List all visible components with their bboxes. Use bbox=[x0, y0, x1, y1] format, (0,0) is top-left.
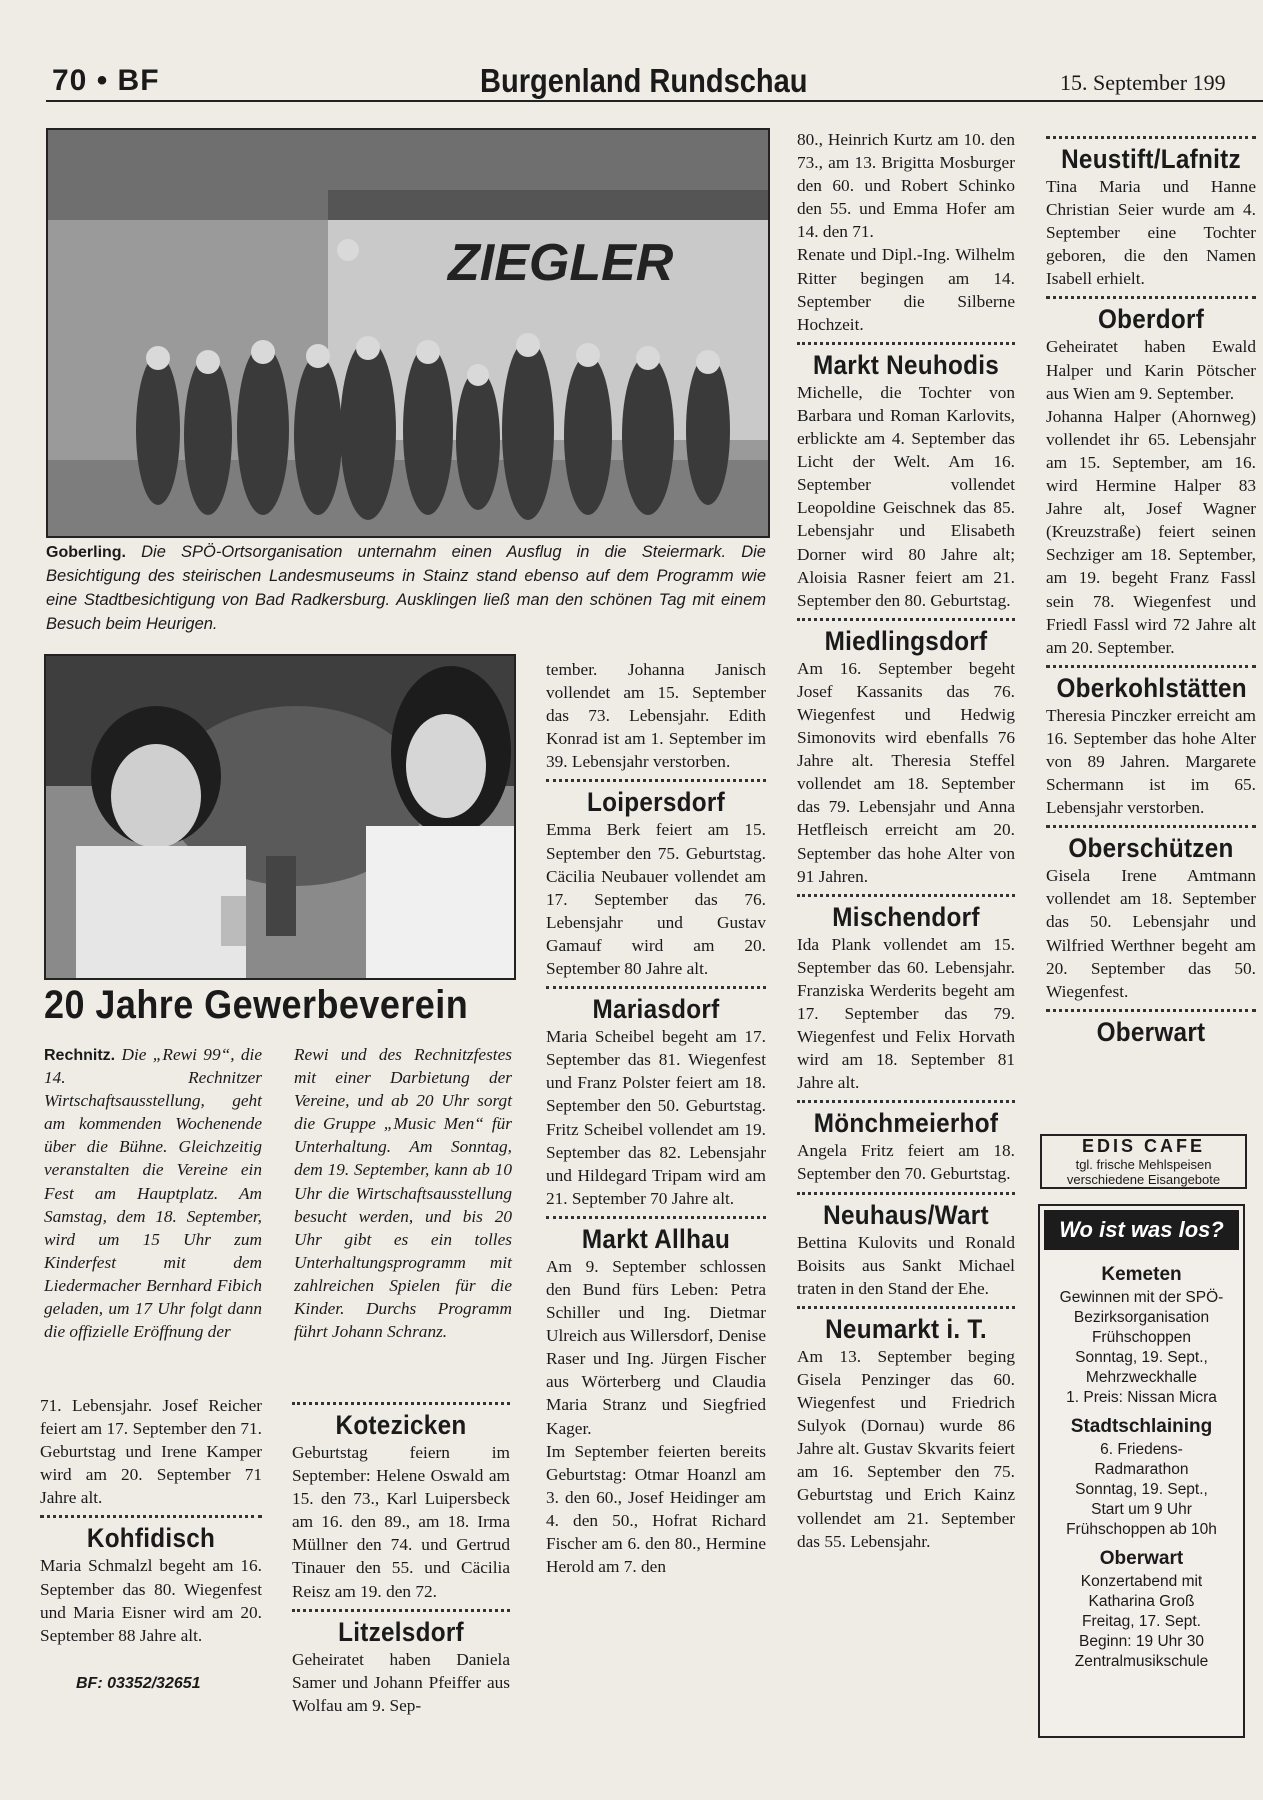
heading-kohfidisch: Kohfidisch bbox=[86, 1523, 216, 1554]
text-neuhaus-wart: Bettina Kulovits und Ronald Boisits aus Sankt Michael traten in den Stand der Ehe. bbox=[797, 1232, 1015, 1298]
divider bbox=[1046, 136, 1256, 139]
text-oberdorf-2: Johanna Halper (Ahornweg) vollendet ihr 65. Lebensjahr am 15. September, am 16. wird Hermine Halper 83 Jahre alt, Josef Wagner (Kreuzstraße) feiert seinen Sechziger am 18. September, am 19. begeht Franz Fassl sein 78. Wiegenfest und Friedl Fassl wird 72 Jahre alt am 20. September. bbox=[1046, 406, 1256, 657]
article-lead: Rechnitz. bbox=[44, 1047, 116, 1064]
text-moenchmeierhof: Angela Fritz feiert am 18. September den 70. Geburtstag. bbox=[797, 1141, 1015, 1184]
event-2-line: Sonntag, 19. Sept., bbox=[1075, 1481, 1208, 1498]
bus-lettering: ZIEGLER bbox=[448, 234, 674, 292]
continued-text: 71. Lebensjahr. Josef Reicher feiert am 17. September den 71. Geburtstag und Irene Kamper wird am 20. September 71 Jahre alt. bbox=[40, 1396, 262, 1508]
divider bbox=[546, 779, 766, 782]
edis-name: EDIS CAFE bbox=[1081, 1136, 1205, 1156]
divider bbox=[797, 894, 1015, 897]
text-kotezicken: Geburtstag feiern im September: Helene Oswald am 15. den 73., Karl Luipersbeck am 16. den 89., am 18. Irma Müllner den 74. und Gertrud Tinauer den 55. und Cäcilia Reisz am 19. den 72. bbox=[292, 1443, 510, 1601]
text-markt-allhau: Am 9. September schlossen den Bund fürs Leben: Petra Schiller und Ing. Dietmar Ulreich aus Willersdorf, Denise Raser und Ing. Jürgen Fischer aus Wörterberg und Claudia Maria Stranz und Siegfried Kager. bbox=[546, 1256, 766, 1438]
event-3-line: Zentralmusikschule bbox=[1074, 1653, 1209, 1670]
edis-line-1: tgl. frische Mehlspeisen bbox=[1075, 1157, 1212, 1172]
text-oberschuetzen: Gisela Irene Amtmann vollendet am 18. September das 50. Lebensjahr und Wilfried Werthner begeht am 20. September das 50. Wiegenfest. bbox=[1046, 866, 1256, 1001]
page-number: 70 • BF bbox=[52, 64, 160, 97]
text-oberkohlstaetten: Theresia Pinczker erreicht am 16. September das hohe Alter von 89 Jahren. Margarete Schermann ist im 65. Lebensjahr verstorben. bbox=[1046, 705, 1256, 818]
column-a bbox=[40, 1394, 262, 1693]
event-town-1: Kemeten bbox=[1101, 1264, 1182, 1285]
article-column-2 bbox=[294, 1043, 512, 1343]
heading-oberschuetzen: Oberschützen bbox=[1068, 833, 1234, 864]
heading-markt-neuhodis: Markt Neuhodis bbox=[812, 349, 1000, 380]
divider bbox=[292, 1402, 510, 1405]
text-markt-allhau-2: Im September feierten bereits Geburtstag: Otmar Hoanzl am 3. den 60., Josef Heidinger am 4. den 50., Hofrat Richard Fischer am 6. den 80., Hermine Herold am 7. den bbox=[546, 1441, 766, 1577]
divider bbox=[1046, 1009, 1256, 1012]
event-3-line: Beginn: 19 Uhr 30 bbox=[1079, 1633, 1204, 1650]
divider bbox=[797, 342, 1015, 345]
heading-miedlingsdorf: Miedlingsdorf bbox=[824, 625, 988, 656]
event-1-line: Bezirksorganisation bbox=[1073, 1309, 1210, 1326]
text-loipersdorf: Emma Berk feiert am 15. September den 75. Geburtstag. Cäcilia Neubauer vollendet am 17. September das 76. Lebensjahr und Gustav Gamauf wird am 20. September 80 Jahre alt. bbox=[546, 820, 766, 979]
column-e bbox=[1046, 130, 1256, 1048]
caption-text: Die SPÖ-Ortsorganisation unternahm einen Ausflug in die Steiermark. Die Besichtigung des steirischen Landesmuseums in Stainz stand ebenso auf dem Programm wie eine Stadtbesichtigung von Bad Radkersburg. Ausklingen ließ man den schönen Tag mit einem Besuch beim Heurigen. bbox=[46, 543, 766, 633]
heading-loipersdorf: Loipersdorf bbox=[587, 787, 725, 818]
article-text-1: Die „Rewi 99“, die 14. Rechnitzer Wirtschaftsausstellung, geht am kommenden Wochenende über die Bühne. Gleichzeitig veranstalten die Vereine ein Fest am Hauptplatz. Am Samstag, dem 18. September, wird um 15 Uhr zum Kinderfest mit dem Liedermacher Bernhard Fibich geladen, um 17 Uhr folgt dann die offizielle Eröffnung der bbox=[44, 1045, 262, 1342]
text-oberdorf: Geheiratet haben Ewald Halper und Karin Pötscher aus Wien am 9. September. bbox=[1046, 337, 1256, 403]
event-1-line: 1. Preis: Nissan Micra bbox=[1066, 1389, 1217, 1406]
text-kohfidisch: Maria Schmalzl begeht am 16. September das 80. Wiegenfest und Maria Eisner wird am 20. September 88 Jahre alt. bbox=[40, 1556, 262, 1645]
events-box bbox=[1038, 1204, 1245, 1738]
text-top-d: 80., Heinrich Kurtz am 10. den 73., am 13. Brigitta Mosburger den 60. und Robert Schinko den 55. und Emma Hofer am 14. den 71. bbox=[797, 130, 1015, 242]
event-3-line: Konzertabend mit bbox=[1080, 1573, 1203, 1590]
event-2-line: Radmarathon bbox=[1094, 1461, 1189, 1478]
divider bbox=[1046, 665, 1256, 668]
divider bbox=[797, 618, 1015, 621]
event-1-line: Gewinnen mit der SPÖ- bbox=[1059, 1289, 1224, 1306]
divider bbox=[292, 1609, 510, 1612]
bus-photo-caption bbox=[46, 540, 766, 636]
group-bus-photo bbox=[46, 128, 770, 538]
event-3-line: Freitag, 17. Sept. bbox=[1082, 1613, 1201, 1630]
heading-markt-allhau: Markt Allhau bbox=[581, 1223, 731, 1254]
event-1-line: Frühschoppen bbox=[1091, 1329, 1192, 1346]
divider bbox=[546, 986, 766, 989]
divider bbox=[1046, 825, 1256, 828]
divider bbox=[797, 1306, 1015, 1309]
heading-neumarkt: Neumarkt i. T. bbox=[825, 1313, 987, 1344]
text-mischendorf: Ida Plank vollendet am 15. September das 60. Lebensjahr. Franziska Werderits begeht am 17. September das 79. Wiegenfest und Felix Horvath wird am 18. September 81 Jahre alt. bbox=[797, 934, 1015, 1093]
heading-mariasdorf: Mariasdorf bbox=[592, 994, 720, 1025]
divider bbox=[546, 1216, 766, 1219]
event-2-line: 6. Friedens- bbox=[1100, 1441, 1183, 1458]
edis-cafe-ad bbox=[1040, 1134, 1247, 1189]
text-neumarkt: Am 13. September beging Gisela Penzinger das 60. Wiegenfest und Friedrich Sulyok (Dornau) wurde 86 Jahre alt. Gustav Skvarits feiert am 16. September den 75. Geburtstag und Erich Kainz vollendet am 21. September das 55. Lebensjahr. bbox=[797, 1346, 1015, 1551]
event-1-line: Mehrzweckhalle bbox=[1085, 1369, 1198, 1386]
text-miedlingsdorf: Am 16. September begeht Josef Kassanits das 76. Wiegenfest und Hedwig Simonovits wird ebenfalls 76 Jahre alt. Theresia Steffel vollendet am 18. September das 79. Lebensjahr und Anna Hetfleisch erreicht am 20. September das hohe Alter von 91 Jahren. bbox=[797, 658, 1015, 886]
text-markt-neuhodis: Michelle, die Tochter von Barbara und Roman Karlovits, erblickte am 4. September das Licht der Welt. Am 16. September vollendet Leopoldine Geischnek das 85. Lebensjahr und Elisabeth Dorner wird 80 Jahre alt; Aloisia Rasner feiert am 21. September den 80. Geburtstag. bbox=[797, 382, 1015, 610]
caption-lead: Goberling. bbox=[46, 544, 126, 561]
event-1-line: Sonntag, 19. Sept., bbox=[1075, 1349, 1208, 1366]
heading-kotezicken: Kotezicken bbox=[335, 1410, 467, 1440]
divider bbox=[797, 1192, 1015, 1195]
heading-oberdorf: Oberdorf bbox=[1097, 304, 1205, 335]
text-litzelsdorf: Geheiratet haben Daniela Samer und Johann Pfeiffer aus Wolfau am 9. Sep- bbox=[292, 1649, 510, 1715]
column-d bbox=[797, 128, 1015, 1553]
divider bbox=[40, 1515, 262, 1518]
event-town-2: Stadtschlaining bbox=[1070, 1416, 1213, 1437]
article-column-1 bbox=[44, 1043, 262, 1343]
events-title: Wo ist was los? bbox=[1044, 1210, 1239, 1250]
contact-phone: BF: 03352/32651 bbox=[76, 1674, 201, 1692]
heading-mischendorf: Mischendorf bbox=[832, 901, 980, 932]
article-text-2: Rewi und des Rechnitzfestes mit einer Darbietung der Vereine, und ab 20 Uhr sorgt die Gruppe „Music Men“ für Unterhaltung. Am Sonntag, dem 19. September, kann ab 10 Uhr die Wirtschaftsausstellung besucht werden, und bis 20 Uhr gibt es ein tolles Unterhaltungsprogramm mit zahlreichen Spielen für die Kinder. Durchs Programm führt Johann Schranz. bbox=[294, 1045, 512, 1342]
heading-litzelsdorf: Litzelsdorf bbox=[338, 1616, 464, 1647]
heading-moenchmeierhof: Mönchmeierhof bbox=[813, 1108, 999, 1139]
newspaper-title: Burgenland Rundschau bbox=[480, 62, 808, 99]
column-b bbox=[292, 1396, 510, 1717]
text-top-d-2: Renate und Dipl.-Ing. Wilhelm Ritter begingen am 14. September die Silberne Hochzeit. bbox=[797, 245, 1015, 334]
event-town-3: Oberwart bbox=[1099, 1548, 1184, 1569]
event-2-line: Start um 9 Uhr bbox=[1091, 1501, 1192, 1518]
header-rule bbox=[46, 100, 1263, 102]
text-mariasdorf: Maria Scheibel begeht am 17. September das 81. Wiegenfest und Franz Polster feiert am 18. September den 50. Geburtstag. Fritz Scheibel vollendet am 19. September das 82. Lebensjahr und Hildegard Tripam wird am 21. September 70 Jahre alt. bbox=[546, 1027, 766, 1208]
heading-oberkohlstaetten: Oberkohlstätten bbox=[1056, 672, 1247, 703]
divider bbox=[1046, 296, 1256, 299]
text-neustift: Tina Maria und Hanne Christian Seier wurde am 4. September eine Tochter geboren, die den Namen Isabell erhielt. bbox=[1046, 177, 1256, 289]
edis-line-2: verschiedene Eisangebote bbox=[1066, 1172, 1221, 1187]
text-top-c: tember. Johanna Janisch vollendet am 15. September das 73. Lebensjahr. Edith Konrad ist am 1. September im 39. Lebensjahr verstorben. bbox=[546, 660, 766, 772]
column-c bbox=[546, 658, 766, 1578]
heading-neustift: Neustift/Lafnitz bbox=[1061, 144, 1241, 174]
heading-oberwart: Oberwart bbox=[1096, 1016, 1206, 1047]
event-3-line: Katharina Groß bbox=[1088, 1593, 1195, 1610]
two-women-photo bbox=[44, 654, 516, 980]
event-2-line: Frühschoppen ab 10h bbox=[1066, 1521, 1217, 1538]
issue-date: 15. September 199 bbox=[1060, 70, 1226, 95]
article-headline: 20 Jahre Gewerbeverein bbox=[44, 983, 469, 1027]
heading-neuhaus-wart: Neuhaus/Wart bbox=[823, 1199, 989, 1230]
divider bbox=[797, 1100, 1015, 1103]
